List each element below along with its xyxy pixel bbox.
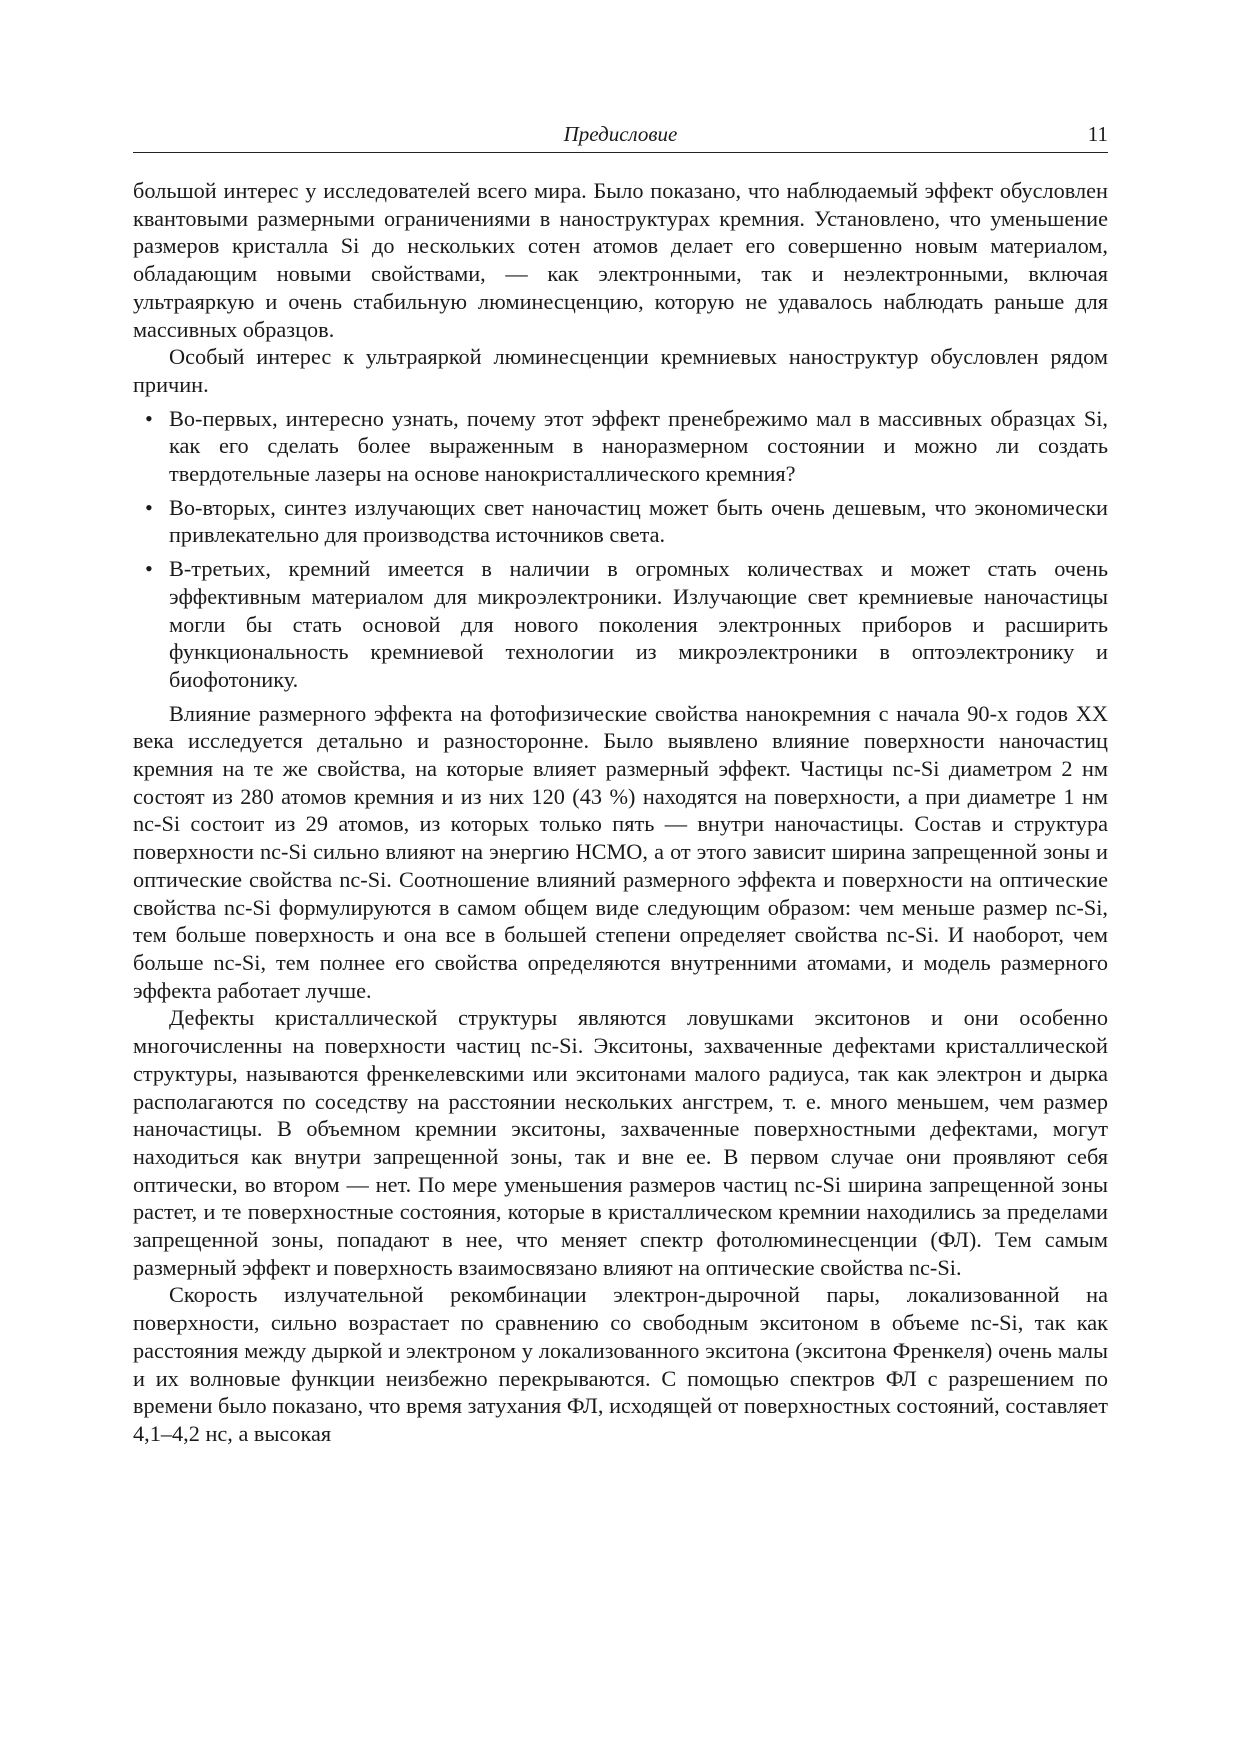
- book-page: [133, 118, 1108, 1448]
- bullet-icon: •: [145, 494, 153, 520]
- paragraph: Дефекты кристаллической структуры являются ловушками экситонов и они особенно многочисленны на поверхности частиц nc-Si. Экситоны, захваченные дефектами кристаллической структуры, называются френкелевскими или экситонами малого радиуса, так как электрон и дырка располагаются по соседству на расстоянии нескольких ангстрем, т. е. много меньшем, чем размер наночастицы. В объемном кремнии экситоны, захваченные поверхностными дефектами, могут находиться как внутри запрещенной зоны, так и вне ее. В первом случае они проявляют себя оптически, во втором — нет. По мере уменьшения размеров частиц nc-Si ширина запрещенной зоны растет, и те поверхностные состояния, которые в кристаллическом кремнии находились за пределами запрещенной зоны, попадают в нее, что меняет спектр фотолюминесценции (ФЛ). Тем самым размерный эффект и поверхность взаимосвязано влияют на оптические свойства nc-Si.: [133, 1005, 1108, 1280]
- bullet-icon: •: [145, 405, 153, 431]
- bullet-icon: •: [145, 556, 153, 582]
- page-number: 11: [1087, 122, 1108, 146]
- running-header: [133, 118, 1108, 153]
- section-title: Предисловие: [563, 122, 678, 146]
- list-item-text: Во-первых, интересно узнать, почему этот эффект пренебрежимо мал в массивных образцах Si, как его сделать более выраженным в наноразмерном состоянии и можно ли создать твердотельные лазеры на основе нанокристаллического кремния?: [169, 405, 1108, 487]
- paragraph: Скорость излучательной рекомбинации электрон-дырочной пары, локализованной на поверхности, сильно возрастает по сравнению со свободным экситоном в объеме nc-Si, так как расстояния между дыркой и электроном у локализованного экситона (экситона Френкеля) очень малы и их волновые функции неизбежно перекрываются. С помощью спектров ФЛ с разрешением по времени было показано, что время затухания ФЛ, исходящей от поверхностных состояний, составляет 4,1–4,2 нс, а высокая: [133, 1282, 1108, 1446]
- list-item: [133, 405, 1108, 488]
- paragraph: Особый интерес к ультраяркой люминесценции кремниевых наноструктур обусловлен рядом причин.: [133, 344, 1108, 397]
- paragraph: Влияние размерного эффекта на фотофизические свойства нанокремния с начала 90-х годов XX века исследуется детально и разносторонне. Было выявлено влияние поверхности наночастиц кремния на те же свойства, на которые влияет размерный эффект. Частицы nc-Si диаметром 2 нм состоят из 280 атомов кремния и из них 120 (43 %) находятся на поверхности, а при диаметре 1 нм nc-Si состоит из 29 атомов, из которых только пять — внутри наночастицы. Состав и структура поверхности nc-Si сильно влияют на энергию НСМО, а от этого зависит ширина запрещенной зоны и оптические свойства nc-Si. Соотношение влияний размерного эффекта и поверхности на оптические свойства nc-Si формулируются в самом общем виде следующим образом: чем меньше размер nc-Si, тем больше поверхность и она все в большей степени определяет свойства nc-Si. И наоборот, чем больше nc-Si, тем полнее его свойства определяются внутренними атомами, и модель размерного эффекта работает лучше.: [133, 700, 1108, 1003]
- list-item-text: Во-вторых, синтез излучающих свет наночастиц может быть очень дешевым, что экономически привлекательно для производства источников света.: [169, 494, 1108, 548]
- list-item-text: В-третьих, кремний имеется в наличии в огромных количествах и может стать очень эффективным материалом для микроэлектроники. Излучающие свет кремниевые наночастицы могли бы стать основой для нового поколения электронных приборов и расширить функциональность кремниевой технологии из микроэлектроники в оптоэлектронику и биофотонику.: [169, 556, 1108, 692]
- paragraph: большой интерес у исследователей всего мира. Было показано, что наблюдаемый эффект обусловлен квантовыми размерными ограничениями в наноструктурах кремния. Установлено, что уменьшение размеров кристалла Si до нескольких сотен атомов делает его совершенно новым материалом, обладающим новыми свойствами, — как электронными, так и неэлектронными, включая ультраяркую и очень стабильную люминесценцию, которую не удавалось наблюдать раньше для массивных образцов.: [133, 178, 1108, 342]
- list-item: [133, 555, 1108, 694]
- body-text: [133, 177, 1108, 1448]
- list-item: [133, 494, 1108, 549]
- bullet-list: [133, 405, 1108, 694]
